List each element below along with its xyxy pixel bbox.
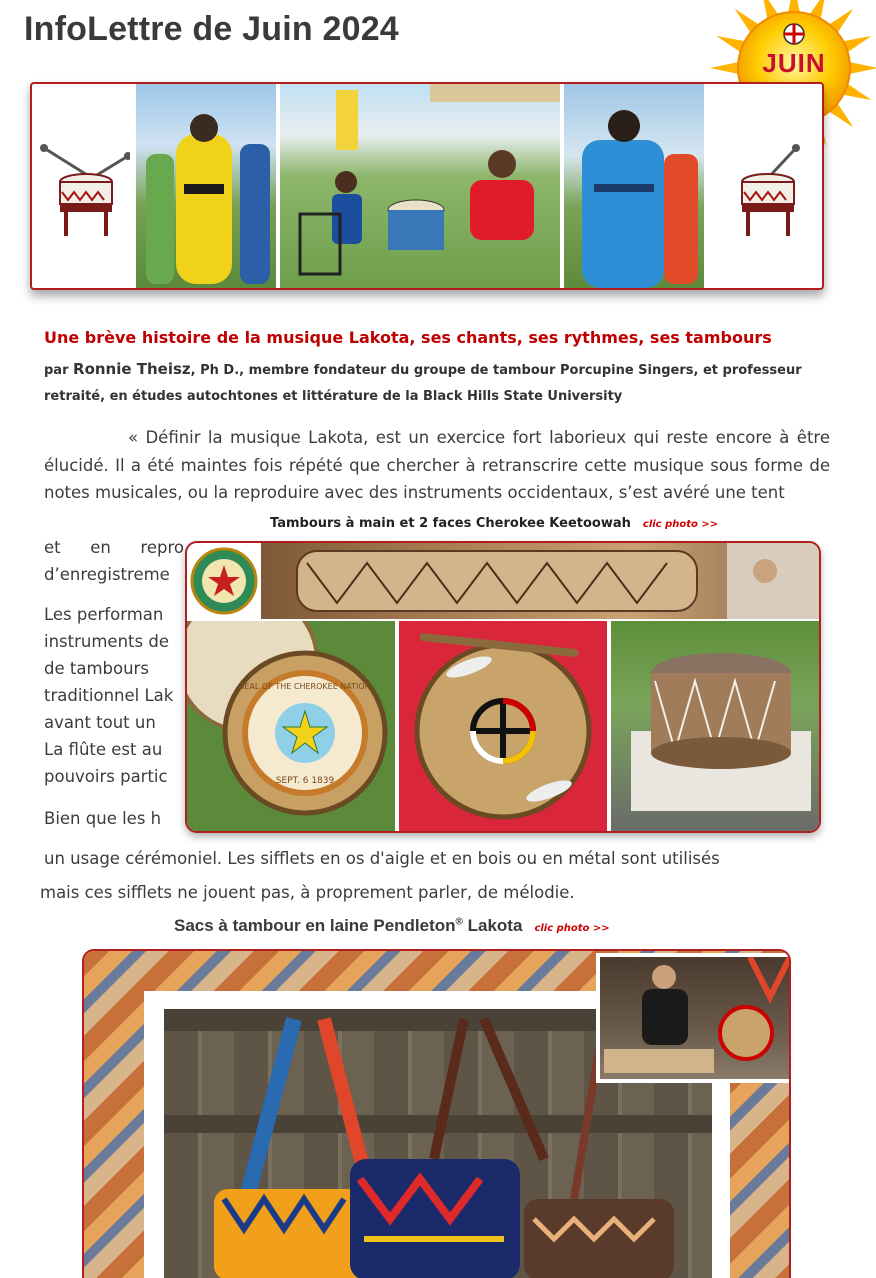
photo-craftsman bbox=[600, 957, 790, 1079]
article-byline bbox=[44, 356, 844, 410]
paragraph-2-line: Les performan bbox=[44, 605, 164, 624]
article-headline: Une brève histoire de la musique Lakota, ses chants, ses rythmes, ses tambours bbox=[44, 328, 772, 347]
paragraph-2-line: La flûte est au bbox=[44, 740, 163, 759]
page-title: InfoLettre de Juin 2024 bbox=[24, 10, 399, 48]
paragraph-1-line: et en repro bbox=[44, 538, 184, 557]
paragraph-2-line: de tambours bbox=[44, 659, 149, 678]
photo-rawhide-drum bbox=[611, 621, 821, 833]
seal-text: SEAL OF THE CHEROKEE NATION bbox=[239, 682, 371, 691]
figure-2-link[interactable]: clic photo >> bbox=[534, 923, 610, 934]
paragraph-2-line: pouvoirs partic bbox=[44, 767, 168, 786]
photo-drummers bbox=[280, 84, 560, 288]
figure-2-title: Sacs à tambour en laine Pendleton bbox=[174, 916, 456, 935]
paragraph-2-line: avant tout un bbox=[44, 713, 156, 732]
figure-1-link[interactable]: clic photo >> bbox=[642, 519, 719, 530]
photo-jingle-dress bbox=[564, 84, 704, 288]
banner-image[interactable] bbox=[30, 82, 824, 290]
byline-details: , Ph D., membre fondateur du groupe de tambour Porcupine Singers, et professeur retraité, en études autochtones et littérature de la Black Hills State University bbox=[44, 363, 802, 404]
photo-double-drum bbox=[187, 543, 821, 619]
paragraph-3-line: un usage cérémoniel. Les sifflets en os d'aigle et en bois ou en métal sont utilisés bbox=[44, 849, 720, 868]
photo-cherokee-seal-drum bbox=[187, 621, 395, 833]
byline-prefix: par bbox=[44, 363, 74, 378]
paragraph-2-line: traditionnel Lak bbox=[44, 686, 174, 705]
seal-date: SEPT. 6 1839 bbox=[275, 776, 335, 786]
figure-2-title-suffix: Lakota bbox=[462, 916, 523, 935]
paragraph-1-line: d’enregistreme bbox=[44, 565, 170, 584]
registered-mark: ® bbox=[455, 916, 463, 928]
paragraph-2-line: instruments de bbox=[44, 632, 169, 651]
paragraph-3-line: mais ces sifflets ne jouent pas, à proprement parler, de mélodie. bbox=[40, 883, 575, 902]
byline-author: Ronnie Theisz bbox=[73, 360, 191, 378]
figure-1-drums[interactable] bbox=[185, 541, 821, 833]
photo-dancers bbox=[136, 84, 276, 288]
figure-1-caption bbox=[270, 516, 718, 531]
drum-icon bbox=[728, 132, 818, 242]
month-badge-label: JUIN bbox=[762, 48, 826, 78]
figure-1-title: Tambours à main et 2 faces Cherokee Keetoowah bbox=[270, 516, 631, 531]
paragraph-1: « Définir la musique Lakota, est un exercice fort laborieux qui reste encore à être élucidé. Il a été maintes fois répété que chercher à retranscrire cette musique sous forme de notes musicales, ou la reproduire avec des instruments occidentaux, s’est avéré une tent bbox=[44, 428, 830, 502]
paragraph-3-line: Bien que les h bbox=[44, 809, 162, 828]
figure-2-caption bbox=[174, 916, 610, 936]
photo-medicine-wheel-drum bbox=[399, 621, 607, 833]
drum-icon bbox=[40, 132, 130, 242]
figure-2-drum-bags[interactable] bbox=[82, 949, 791, 1278]
